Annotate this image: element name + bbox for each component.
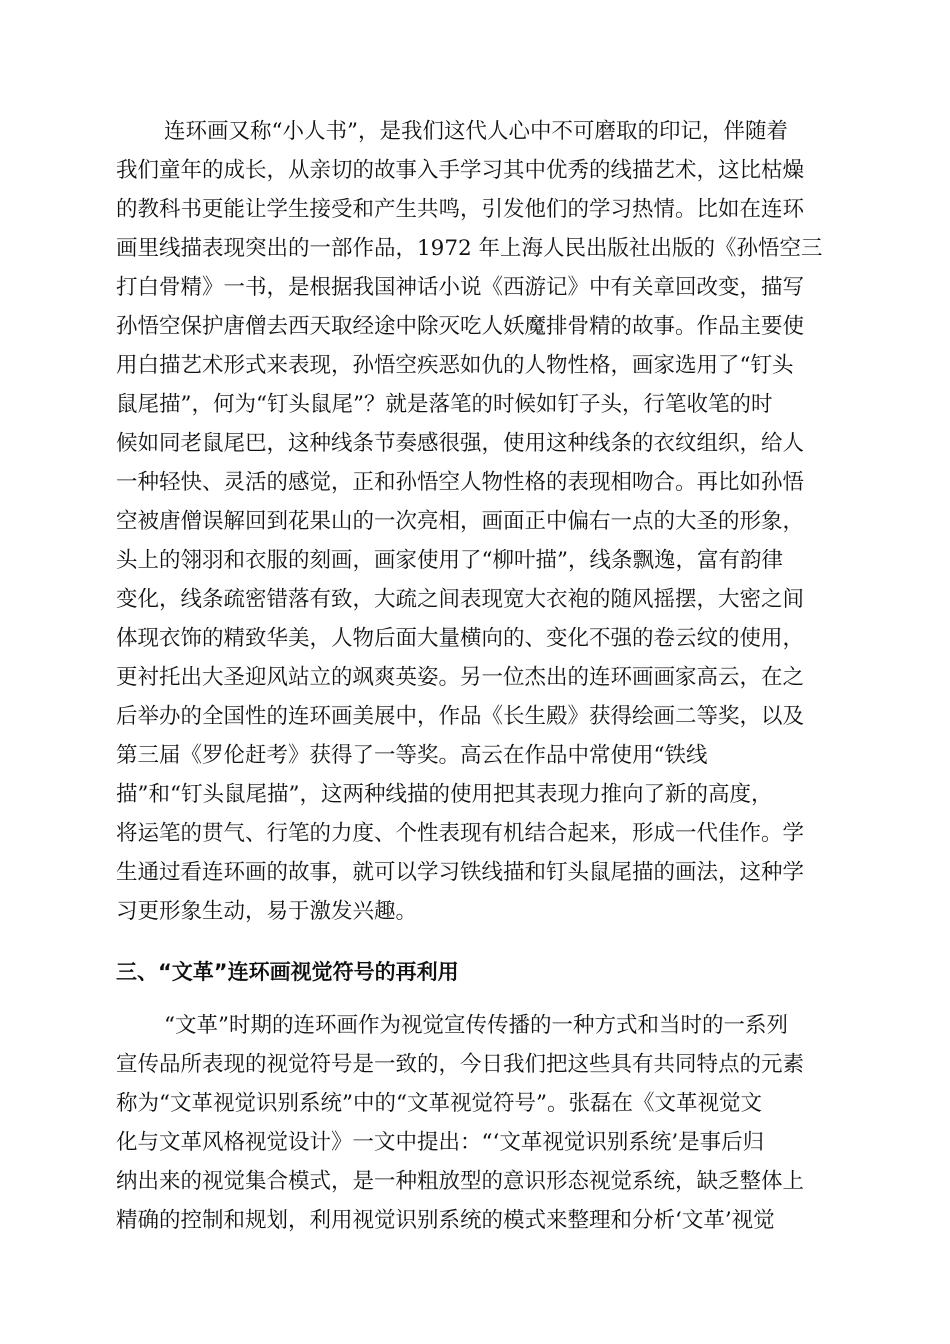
paragraph-1-line: 候如同老鼠尾巴，这种线条节奏感很强，使用这种线条的衣纹组织，给人 (116, 431, 805, 456)
paragraph-1-line: 的教科书更能让学生接受和产生共鸣，引发他们的学习热情。比如在连环 (116, 197, 805, 222)
paragraph-1-line: 描”和“钉头鼠尾描”，这两种线描的使用把其表现力推向了新的高度， (116, 782, 773, 807)
paragraph-1-line: 更衬托出大圣迎风站立的飒爽英姿。另一位杰出的连环画画家高云，在之 (116, 665, 805, 690)
document-body (116, 112, 836, 1240)
paragraph-1-line: 一种轻快、灵活的感觉，正和孙悟空人物性格的表现相吻合。再比如孙悟 (116, 470, 805, 495)
paragraph-1-line: 将运笔的贯气、行笔的力度、个性表现有机结合起来，形成一代佳作。学 (116, 821, 805, 846)
paragraph-1-line: 我们童年的成长，从亲切的故事入手学习其中优秀的线描艺术，这比枯燥 (116, 158, 805, 183)
paragraph-2-line: 称为“文革视觉识别系统”中的“文革视觉符号”。张磊在《文革视觉文 (116, 1091, 762, 1116)
paragraph-1-line: 空被唐僧误解回到花果山的一次亮相，画面正中偏右一点的大圣的形象， (116, 509, 805, 534)
paragraph-1-line: 第三届《罗伦赶考》获得了一等奖。高云在作品中常使用“铁线 (116, 743, 708, 768)
paragraph-1-line: 用白描艺术形式来表现，孙悟空疾恶如仇的人物性格，画家选用了“钉头 (116, 353, 794, 378)
paragraph-1-line: 变化，线条疏密错落有致，大疏之间表现宽大衣袍的随风摇摆，大密之间 (116, 587, 805, 612)
section-heading: 三、“文革”连环画视觉符号的再利用 (116, 960, 459, 984)
paragraph-1-line: 连环画又称“小人书”，是我们这代人心中不可磨取的印记，伴随着 (164, 119, 788, 144)
paragraph-1-line: 画里线描表现突出的一部作品，1972 年上海人民出版社出版的《孙悟空三 (116, 236, 823, 261)
paragraph-1-line: 头上的翎羽和衣服的刻画，画家使用了“柳叶描”，线条飘逸，富有韵律 (116, 548, 783, 573)
paragraph-2-line: 纳出来的视觉集合模式，是一种粗放型的意识形态视觉系统，缺乏整体上 (116, 1169, 805, 1194)
paragraph-2-line: 宣传品所表现的视觉符号是一致的，今日我们把这些具有共同特点的元素 (116, 1052, 805, 1077)
paragraph-1-line: 后举办的全国性的连环画美展中，作品《长生殿》获得绘画二等奖，以及 (116, 704, 805, 729)
paragraph-1-line: 生通过看连环画的故事，就可以学习铁线描和钉头鼠尾描的画法，这种学 (116, 860, 805, 885)
paragraph-1-line: 鼠尾描”，何为“钉头鼠尾”？就是落笔的时候如钉子头，行笔收笔的时 (116, 392, 773, 417)
paragraph-1-line: 打白骨精》一书，是根据我国神话小说《西游记》中有关章回改变，描写 (116, 275, 805, 300)
paragraph-2-line: 化与文革风格视觉设计》一文中提出：“‘文革视觉识别系统’是事后归 (116, 1130, 765, 1155)
paragraph-2-line: 精确的控制和规划，利用视觉识别系统的模式来整理和分析‘文革’视觉 (116, 1208, 775, 1233)
paragraph-1-line: 孙悟空保护唐僧去西天取经途中除灭吃人妖魔排骨精的故事。作品主要使 (116, 314, 805, 339)
paragraph-1-line: 体现衣饰的精致华美，人物后面大量横向的、变化不强的卷云纹的使用， (116, 626, 805, 651)
paragraph-1-line: 习更形象生动，易于激发兴趣。 (116, 899, 418, 924)
paragraph-2 (116, 1006, 836, 1240)
paragraph-1 (116, 112, 836, 931)
paragraph-2-line: “文革”时期的连环画作为视觉宣传传播的一种方式和当时的一系列 (164, 1013, 788, 1038)
